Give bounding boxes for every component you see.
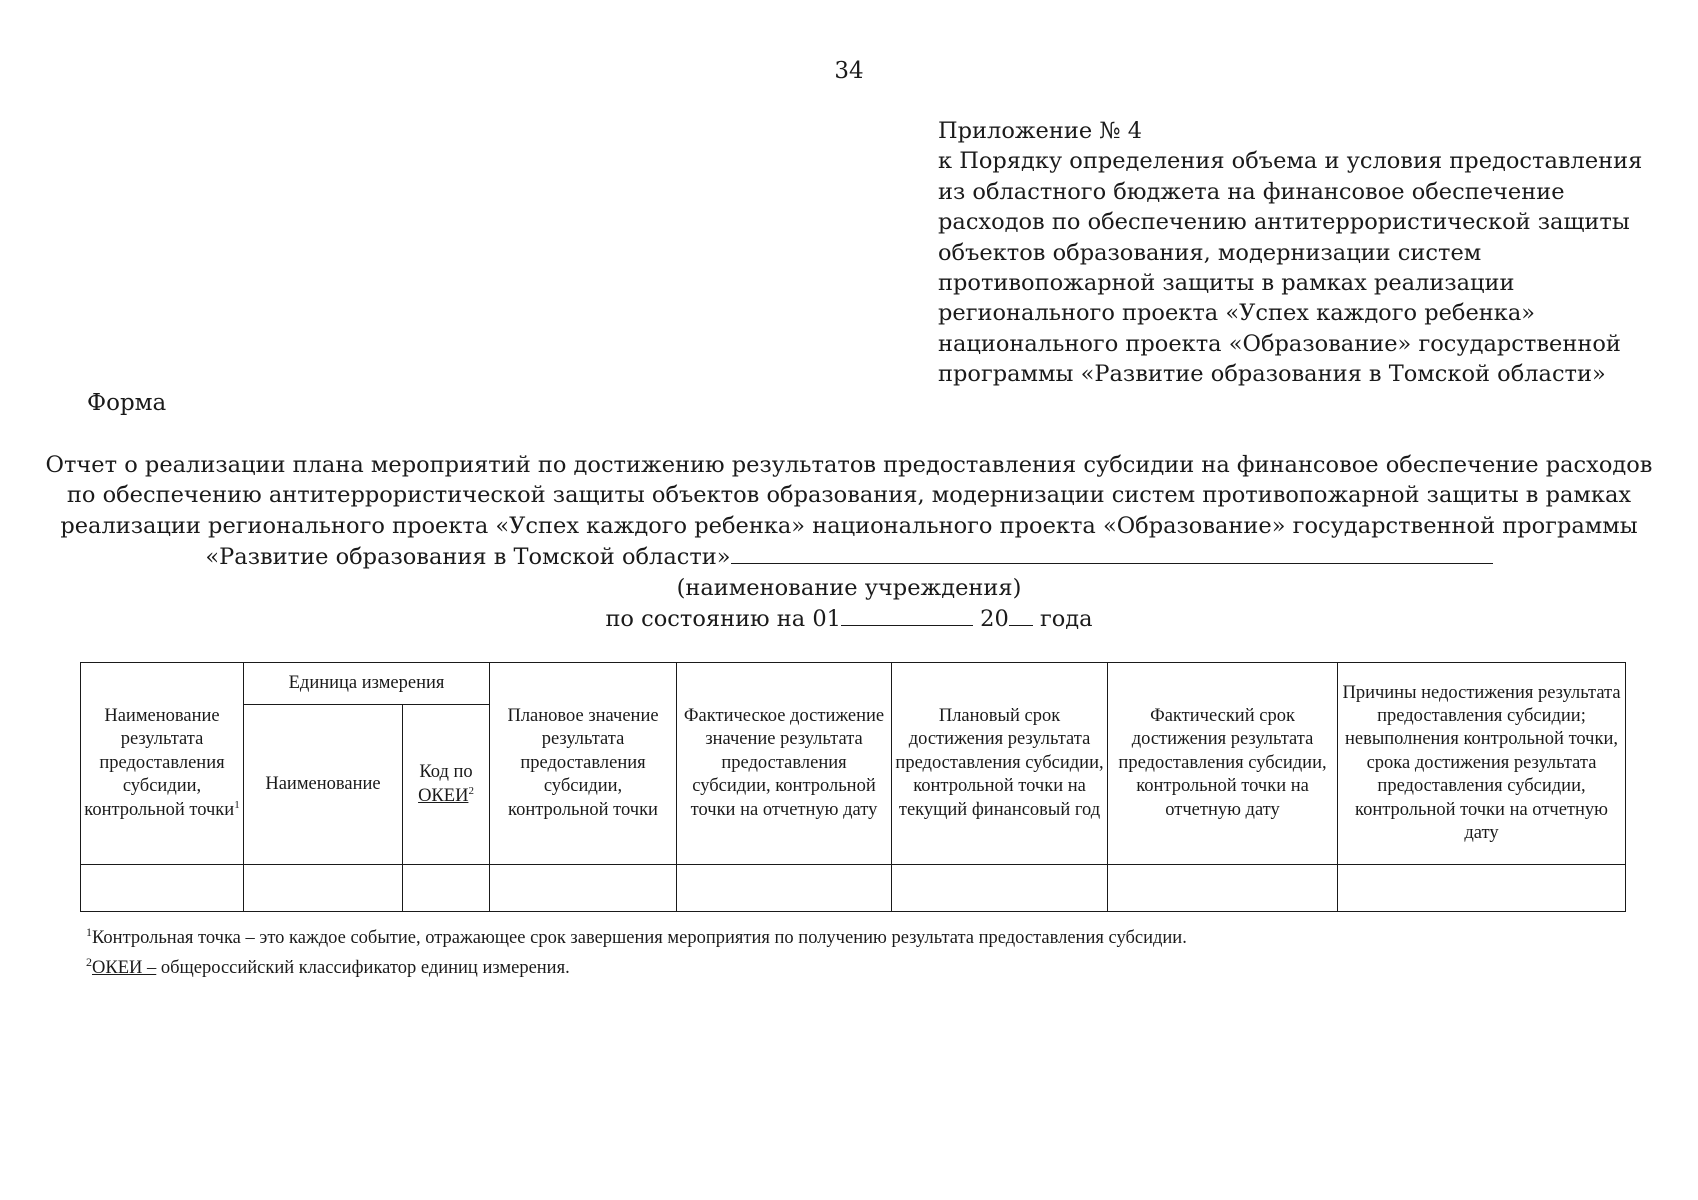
table-cell[interactable] — [1338, 865, 1626, 912]
header-unit-group: Единица измерения — [244, 663, 490, 705]
table-cell[interactable] — [1108, 865, 1338, 912]
report-title — [40, 450, 1658, 634]
appendix-block — [938, 116, 1658, 390]
appendix-line: объектов образования, модернизации систем — [938, 239, 1482, 266]
date-year-blank — [1009, 603, 1033, 626]
report-table — [80, 662, 1626, 912]
header-result-name: Наименование результата предоставления субсидии, контрольной точки$^1$ — [81, 663, 244, 865]
appendix-line: регионального проекта «Успех каждого ребенка» — [938, 300, 1536, 327]
table-cell[interactable] — [677, 865, 892, 912]
footnote-ref-2: 2 — [468, 784, 474, 797]
institution-caption: (наименование учреждения) — [676, 574, 1022, 601]
header-actual-term: Фактический срок достижения результата предоставления субсидии, контрольной точки на отчетную дату — [1108, 663, 1338, 865]
footnotes — [86, 923, 1187, 983]
table-cell[interactable] — [403, 865, 490, 912]
appendix-line: противопожарной защиты в рамках реализации — [938, 270, 1515, 297]
appendix-line: расходов по обеспечению антитеррористической защиты — [938, 209, 1630, 236]
appendix-line: национального проекта «Образование» государственной — [938, 330, 1621, 357]
header-planned-term: Плановый срок достижения результата предоставления субсидии, контрольной точки на текущий финансовый год — [892, 663, 1108, 865]
report-date-line — [40, 603, 1658, 634]
date-month-blank — [841, 603, 973, 626]
table-cell[interactable] — [490, 865, 677, 912]
header-reasons: Причины недостижения результата предоставления субсидии; невыполнения контрольной точки, срока достижения результата предоставления субсидии, контрольной точки на отчетную дату — [1338, 663, 1626, 865]
report-title-line: реализации регионального проекта «Успех каждого ребенка» национального проекта «Образование» государственной программы — [60, 512, 1638, 539]
report-title-last-line — [40, 541, 1658, 572]
table-row — [81, 865, 1626, 912]
header-actual-value: Фактическое достижение значение результата предоставления субсидии, контрольной точки на отчетную дату — [677, 663, 892, 865]
page-number: 34 — [834, 58, 864, 84]
table-cell[interactable] — [892, 865, 1108, 912]
header-planned-value: Плановое значение результата предоставления субсидии, контрольной точки — [490, 663, 677, 865]
footnote-2: $^2$ОКЕИ – общероссийский классификатор единиц измерения. — [86, 954, 570, 978]
report-title-line: по обеспечению антитеррористической защиты объектов образования, модернизации систем противопожарной защиты в рамках — [66, 482, 1632, 509]
appendix-line: программы «Развитие образования в Томской области» — [938, 361, 1606, 388]
report-title-line: Отчет о реализации плана мероприятий по достижению результатов предоставления субсидии на финансовое обеспечение расходов — [45, 452, 1653, 478]
institution-name-blank — [731, 541, 1493, 564]
form-label: Форма — [87, 390, 167, 416]
footnote-ref-1: 1 — [234, 798, 240, 811]
appendix-line: из областного бюджета на финансовое обеспечение — [938, 178, 1565, 205]
header-unit-code: Код по ОКЕИ$^2$ — [403, 705, 490, 865]
appendix-line: Приложение № 4 — [938, 118, 1143, 144]
date-year-prefix: 20 — [980, 606, 1009, 633]
header-unit-name: Наименование — [244, 705, 403, 865]
footnote-1: $^1$Контрольная точка – это каждое событие, отражающее срок завершения мероприятия по получению результата предоставления субсидии. — [86, 924, 1187, 948]
report-title-program: «Развитие образования в Томской области» — [205, 544, 731, 571]
table-cell[interactable] — [244, 865, 403, 912]
appendix-line: к Порядку определения объема и условия предоставления — [938, 148, 1643, 175]
date-suffix: года — [1039, 606, 1093, 633]
table-cell[interactable] — [81, 865, 244, 912]
date-prefix: по состоянию на 01 — [605, 606, 841, 633]
